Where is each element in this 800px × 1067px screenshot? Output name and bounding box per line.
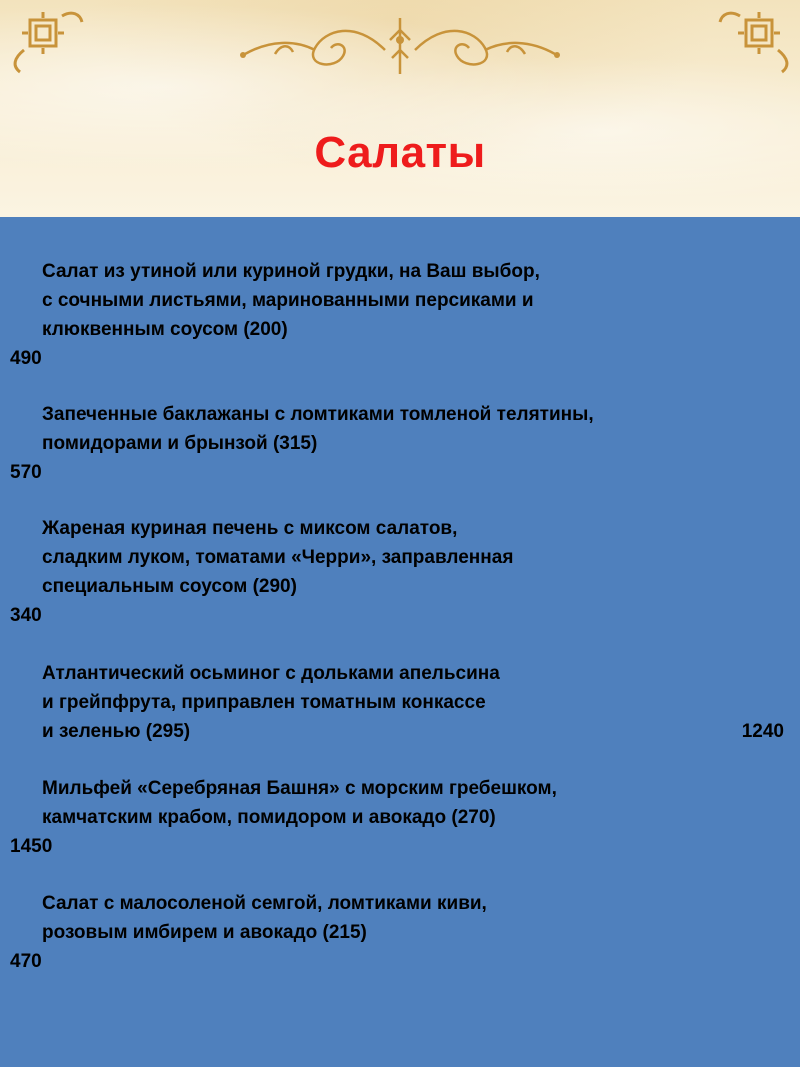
dish-description: Атлантический осьминог с дольками апельсина и грейпфрута, приправлен томатным конкассе и зеленью (295)	[42, 663, 500, 742]
dish-price: 570	[10, 462, 42, 483]
menu-item	[0, 659, 800, 746]
dish-price: 490	[10, 348, 42, 369]
menu-list	[0, 217, 800, 1067]
dish-description: Салат из утиной или куриной грудки, на Ваш выбор, с сочными листьями, маринованными персиками и клюквенным соусом (200)	[42, 261, 540, 340]
menu-item	[0, 774, 800, 861]
baroque-scroll-icon	[235, 10, 565, 80]
dish-description: Запеченные баклажаны с ломтиками томленой телятины, помидорами и брынзой (315)	[42, 404, 594, 454]
menu-item	[0, 889, 800, 976]
dish-price: 470	[10, 951, 42, 972]
menu-header	[0, 0, 800, 217]
menu-item	[0, 514, 800, 630]
dish-price: 340	[10, 605, 42, 626]
dish-price: 1240	[741, 721, 784, 742]
menu-item	[0, 400, 800, 487]
corner-knot-icon	[6, 8, 86, 78]
dish-description: Жареная куриная печень с миксом салатов, сладким луком, томатами «Черри», заправленная специальным соусом (290)	[42, 518, 514, 597]
dish-description: Мильфей «Серебряная Башня» с морским гребешком, камчатским крабом, помидором и авокадо (270)	[42, 778, 557, 828]
menu-item	[0, 257, 800, 373]
page-title: Салаты	[314, 128, 486, 177]
dish-price: 1450	[10, 836, 53, 857]
dish-description: Салат с малосоленой семгой, ломтиками киви, розовым имбирем и авокадо (215)	[42, 893, 487, 943]
corner-knot-icon	[716, 8, 796, 78]
